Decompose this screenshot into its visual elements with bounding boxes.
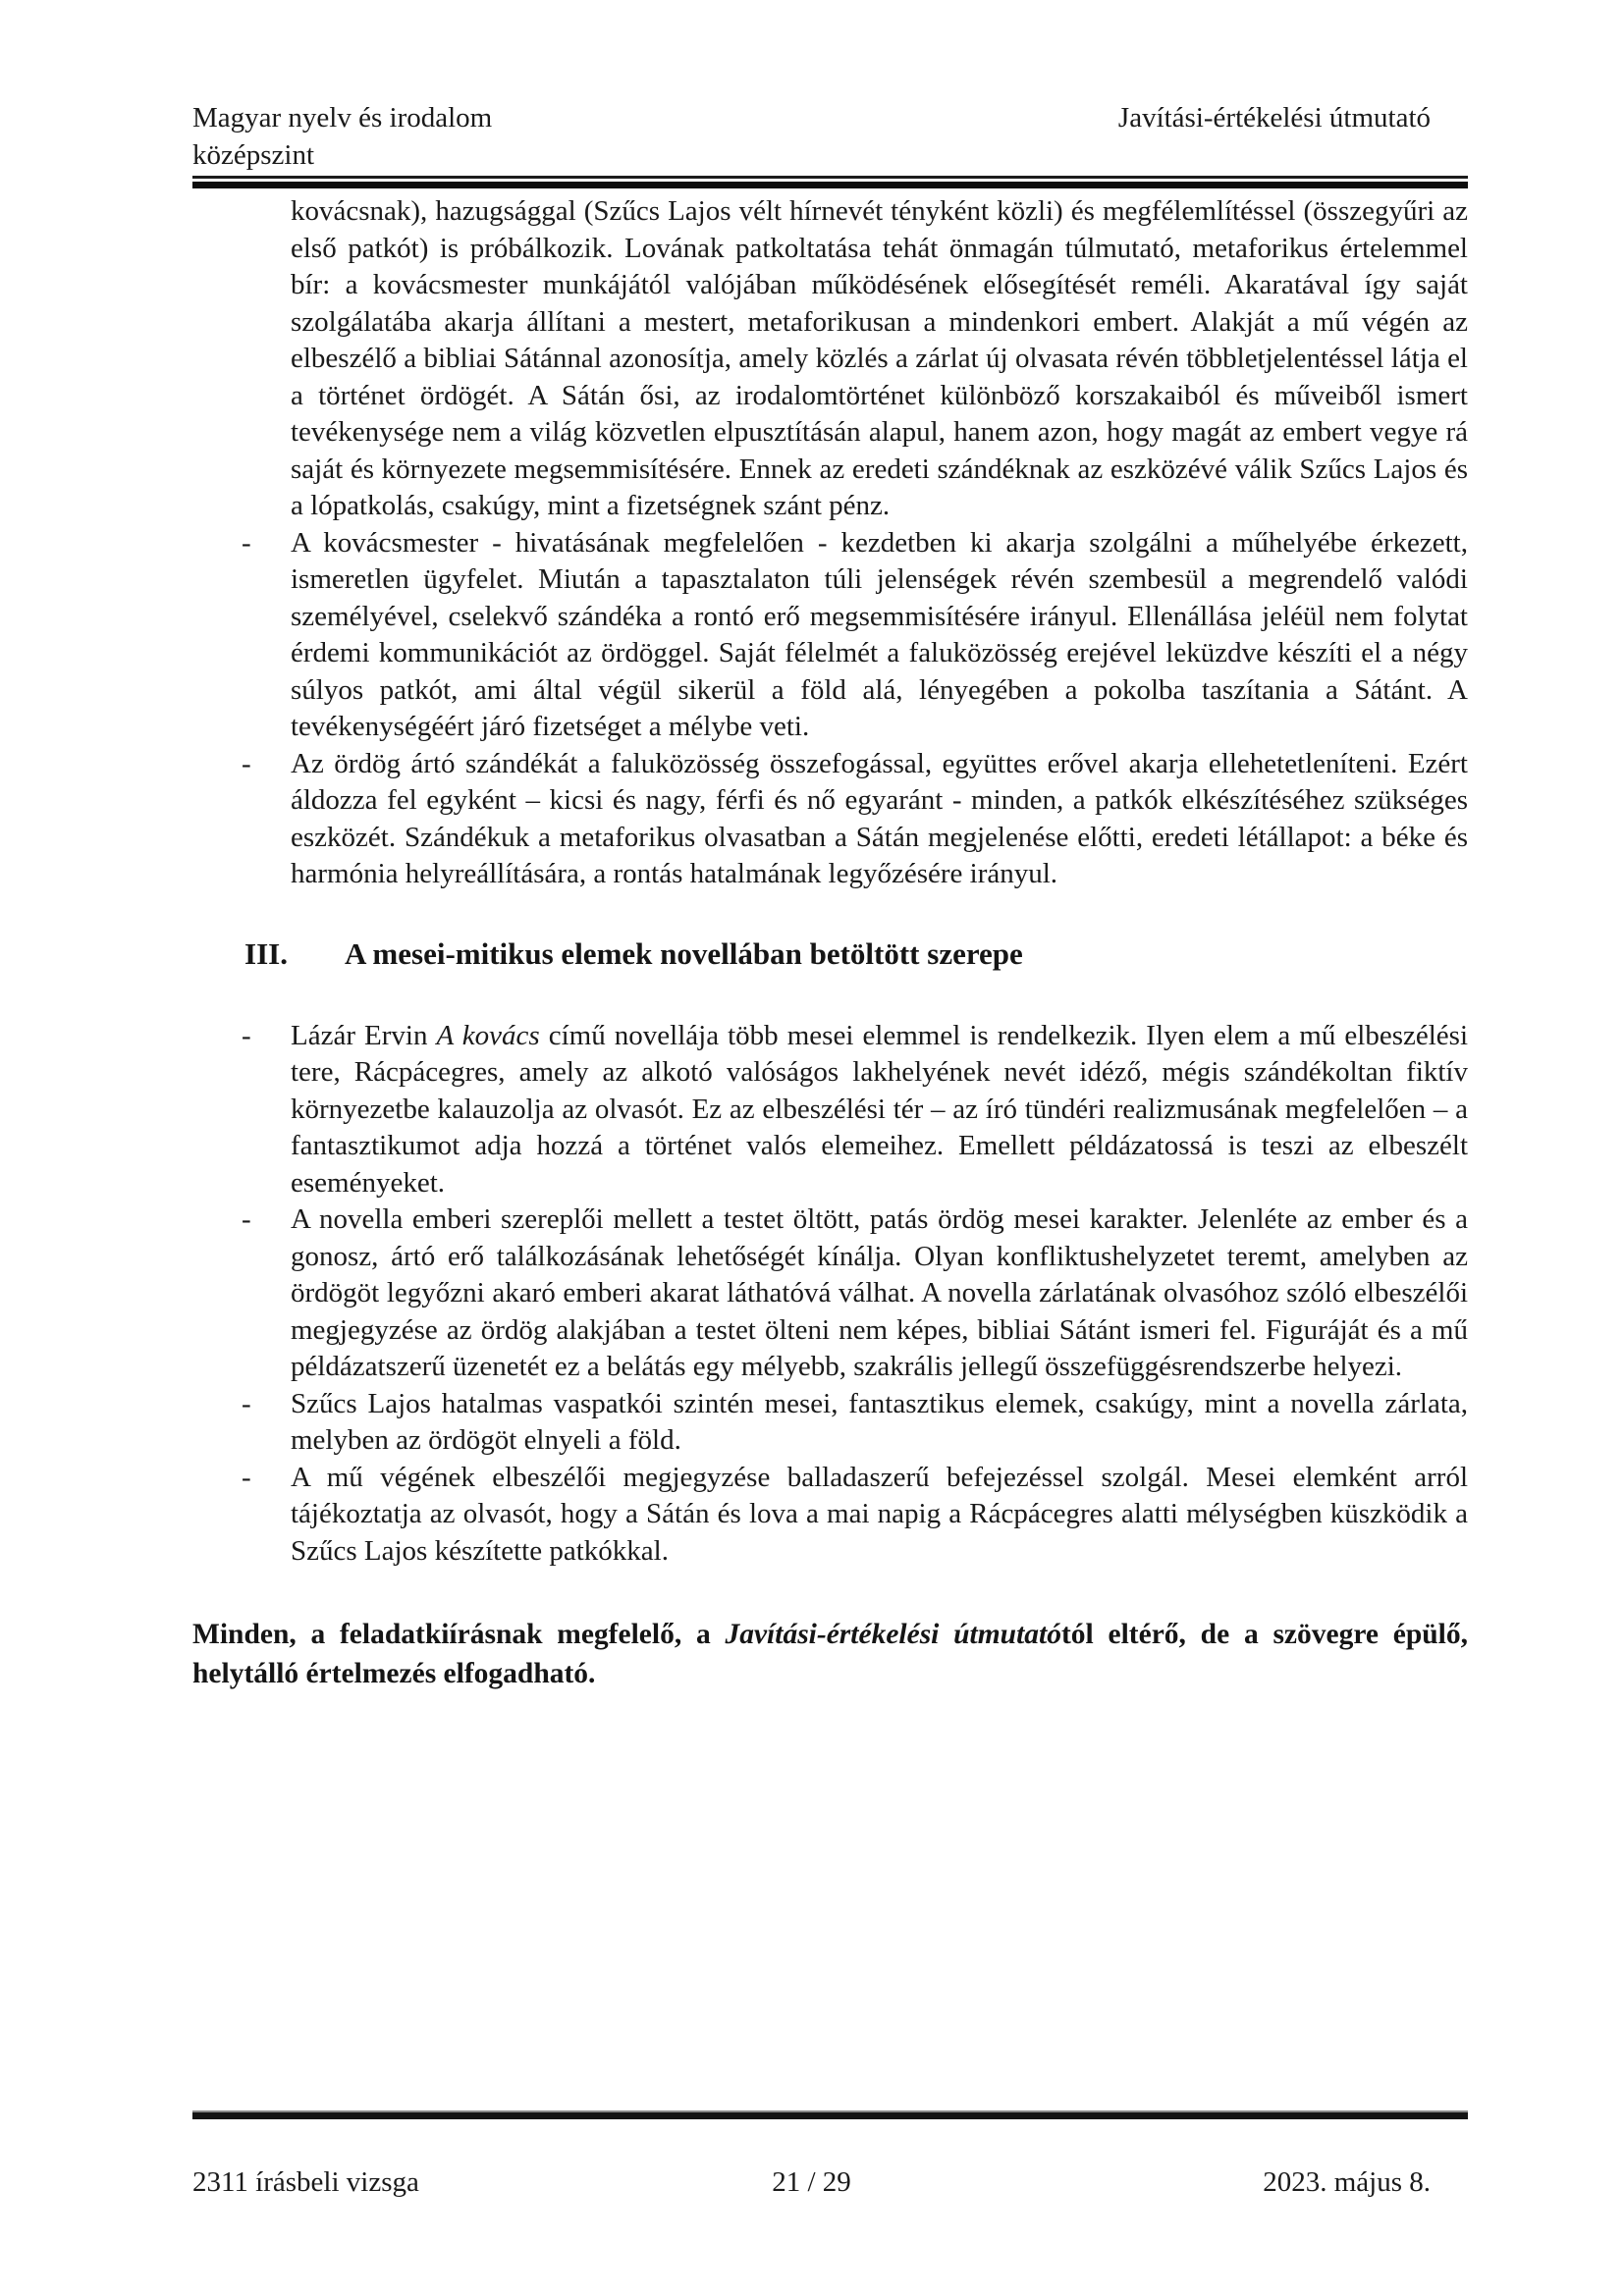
footer-date: 2023. május 8. — [1263, 2166, 1431, 2198]
header-subject: Magyar nyelv és irodalom — [192, 102, 493, 133]
list-item-text — [291, 1018, 1468, 1202]
list-item-text: A kovácsmester - hivatásának megfelelően - kezdetben ki akarja szolgálni a műhelyébe érkezett, ismeretlen ügyfelet. Miután a tapasztalaton túli jelenségek révén szembesül a megrendelő valódi személyével, cselekvő szándéka a rontó erő megsemmisítésére irányul. Ellenállása jeléül nem folytat érdemi kommunikációt az ördöggel. Saját félelmét a faluközösség erejével leküzdve készíti el a négy súlyos patkót, ami által végül sikerül a föld alá, lényegében a pokolba taszítania a Sátánt. A tevékenységéért járó fizetséget a mélybe veti. — [291, 526, 1468, 742]
list-item-text: Az ördög ártó szándékát a faluközösség összefogással, együttes erővel akarja ellehetetleníteni. Ezért áldozza fel egyként – kicsi és nagy, férfi és nő egyaránt - minden, a patkók elkészítéséhez szükséges eszközét. Szándékuk a metaforikus olvasatban a Sátán megjelenése előtti, eredeti létállapot: a béke és harmónia helyreállítására, a rontás hatalmának legyőzésére irányul. — [291, 747, 1468, 889]
bullet-dash: - — [242, 526, 251, 559]
list-item — [192, 1018, 1468, 1202]
bullet-dash: - — [242, 747, 251, 779]
header-level: középszint — [192, 139, 315, 171]
bullet-dash: - — [242, 1203, 251, 1235]
bullet-dash: - — [242, 1387, 251, 1419]
continuation-paragraph: kovácsnak), hazugsággal (Szűcs Lajos vélt hírnevét tényként közli) és megfélemlítéssel (összegyűri az első patkót) is próbálkozik. Lovának patkoltatása tehát önmagán túlmutató, metaforikus értelemmel bír: a kovácsmester munkájától valójában működésének elősegítését reméli. Akaratával így saját szolgálatába akarja állítani a mestert, metaforikusan a mindenkori embert. Alakját a mű végén az elbeszélő a bibliai Sátánnal azonosítja, amely közlés a zárlat új olvasata révén többletjelentéssel látja el a történet ördögét. A Sátán ősi, az irodalomtörténet különböző korszakaiból és műveiből ismert tevékenysége nem a világ közvetlen elpusztításán alapul, hanem azon, hogy magát az embert vegye rá saját és környezete megsemmisítésére. Ennek az eredeti szándéknak az eszközévé válik Szűcs Lajos és a lópatkolás, csakúgy, mint a fizetségnek szánt pénz. — [291, 195, 1468, 521]
list-item-text: Szűcs Lajos hatalmas vaspatkói szintén mesei, fantasztikus elemek, csakúgy, mint a novella zárlata, melyben az ördögöt elnyeli a föld. — [291, 1387, 1468, 1456]
section-title: A mesei-mitikus elemek novellában betöltött szerepe — [345, 935, 1023, 971]
work-title-italic: A kovács — [436, 1019, 540, 1051]
list-item-text: A mű végének elbeszélői megjegyzése balladaszerű befejezéssel szolgál. Mesei elemként arról tájékoztatja az olvasót, hogy a Sátán és lova a mai napig a Rácpácegres alatti mélységben küszködik a Szűcs Lajos készítette patkókkal. — [291, 1461, 1468, 1567]
footer-exam-code: 2311 írásbeli vizsga — [192, 2166, 419, 2198]
closing-note-pre: Minden, a feladatkiírásnak megfelelő, a — [192, 1619, 726, 1650]
footer-row — [192, 2164, 1468, 2200]
footer-rule — [192, 2110, 1468, 2119]
list-item — [192, 746, 1468, 893]
closing-note — [192, 1615, 1468, 1693]
page-header — [192, 0, 1468, 174]
document-body — [192, 193, 1468, 1693]
header-doc-title: Javítási-értékelési útmutató — [1117, 102, 1431, 133]
list-item-text-post: című novellája több mesei elemmel is rendelkezik. Ilyen elem a mű elbeszélési tere, Rácpácegres, amely az alkotó valóságos lakhelyének nevét idéző, mégis szándékoltan fiktív környezetbe kalauzolja az olvasót. Ez az elbeszélési tér – az író tündéri realizmusának megfelelően – a fantasztikumot adja hozzá a történet valós elemeihez. Emellett példázatossá is teszi az elbeszélt eseményeket. — [291, 1019, 1469, 1199]
list-item — [192, 1460, 1468, 1571]
list-item — [192, 1201, 1468, 1386]
header-rule — [192, 176, 1468, 188]
list-item — [192, 525, 1468, 746]
guide-title-italic: Javítási-értékelési útmutató — [725, 1619, 1061, 1650]
section-number: III. — [244, 935, 288, 971]
bullet-dash: - — [242, 1019, 251, 1051]
list-item-text: A novella emberi szereplői mellett a testet öltött, patás ördög mesei karakter. Jelenléte az ember és a gonosz, ártó erő találkozásának lehetőségét kínálja. Olyan konfliktushelyzetet teremt, amelyben az ördögöt legyőzni akaró emberi akarat láthatóvá válhat. A novella zárlatának olvasóhoz szóló elbeszélői megjegyzése az ördög alakjában a testet ölteni nem képes, bibliai Sátánt ismeri fel. Figuráját és a mű példázatszerű üzenetét ez a belátás egy mélyebb, szakrális jellegű összefüggésrendszerbe helyezi. — [291, 1203, 1468, 1382]
closing-note-post: tól eltérő, de a szövegre épülő, helytálló értelmezés elfogadható. — [192, 1619, 1468, 1689]
list-item-text-pre: Lázár Ervin — [291, 1019, 437, 1051]
section-heading — [192, 936, 1468, 971]
list-item — [192, 1386, 1468, 1460]
footer-page-number: 21 / 29 — [772, 2166, 851, 2198]
page-footer — [192, 2110, 1468, 2200]
bullet-dash: - — [242, 1461, 251, 1493]
header-left — [192, 99, 492, 174]
